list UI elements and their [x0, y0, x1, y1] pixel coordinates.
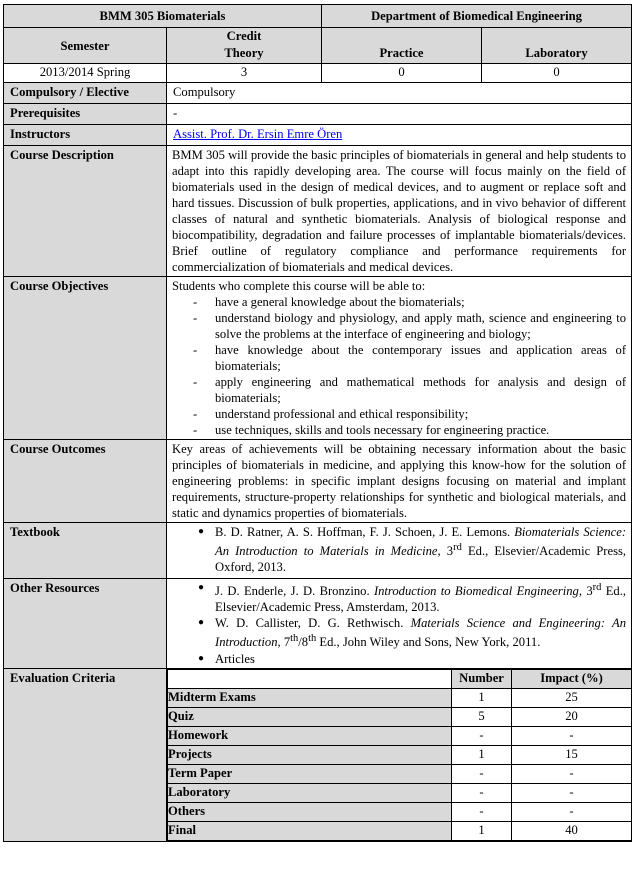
textbook-list: [172, 524, 626, 575]
evaluation-row-item: [168, 688, 632, 707]
objectives-intro: Students who complete this course will be able to:: [172, 279, 426, 293]
bullet-icon: ●: [198, 582, 205, 594]
compulsory-row: [4, 83, 632, 104]
prerequisites-label: Prerequisites: [4, 104, 167, 125]
resources-row: [4, 579, 632, 668]
laboratory-label: Laboratory: [482, 45, 632, 64]
outcomes-row: [4, 440, 632, 523]
semester-value: 2013/2014 Spring: [4, 64, 167, 83]
evaluation-row-item: [168, 821, 632, 840]
objectives-label: Course Objectives: [4, 277, 167, 440]
instructors-value: [167, 125, 632, 146]
resource-item: ● W. D. Callister, D. G. Rethwisch. Materials Science and Engineering: An Introduction, 7th/8th Ed., John Wiley and Sons, New York, 2011.: [198, 616, 627, 650]
evaluation-row-item: [168, 802, 632, 821]
credit-label: Credit: [167, 28, 322, 46]
criteria-name: Midterm Exams: [168, 688, 452, 707]
header-row: [4, 5, 632, 28]
criteria-impact: 15: [512, 745, 632, 764]
evaluation-content: [167, 668, 632, 841]
objective-item: - apply engineering and mathematical methods for analysis and design of biomaterials;: [193, 375, 627, 405]
criteria-name: Laboratory: [168, 783, 452, 802]
objectives-content: [167, 277, 632, 440]
evaluation-row-item: [168, 707, 632, 726]
criteria-number: 1: [452, 821, 512, 840]
bullet-icon: ●: [198, 617, 205, 629]
prerequisites-row: [4, 104, 632, 125]
outcomes-label: Course Outcomes: [4, 440, 167, 523]
criteria-number: -: [452, 783, 512, 802]
bullet-icon: ●: [198, 526, 205, 537]
evaluation-row-item: [168, 745, 632, 764]
course-title: BMM 305 Biomaterials: [4, 5, 322, 28]
objective-item: - understand biology and physiology, and apply math, science and engineering to solve the problems at the interface of engineering and biology;: [193, 311, 627, 341]
bullet-icon: ●: [198, 652, 205, 664]
semester-value-row: [4, 64, 632, 83]
resources-list: [172, 580, 626, 666]
criteria-name: Others: [168, 802, 452, 821]
description-row: [4, 146, 632, 277]
instructor-link[interactable]: Assist. Prof. Dr. Ersin Emre Ören: [173, 127, 343, 141]
criteria-name: Final: [168, 821, 452, 840]
criteria-number: -: [452, 802, 512, 821]
instructors-label: Instructors: [4, 125, 167, 146]
semester-label: Semester: [4, 28, 167, 64]
laboratory-value: 0: [482, 64, 632, 83]
textbook-label: Textbook: [4, 523, 167, 579]
credit-blank-laboratory: [482, 28, 632, 46]
criteria-number: 1: [452, 688, 512, 707]
practice-label: Practice: [322, 45, 482, 64]
criteria-name: Homework: [168, 726, 452, 745]
resource-item: ● J. D. Enderle, J. D. Bronzino. Introduction to Biomedical Engineering, 3rd Ed., Elsevier/Academic Press, Amsterdam, 2013.: [198, 582, 627, 615]
credit-label-row: [4, 28, 632, 46]
evaluation-row-item: [168, 764, 632, 783]
criteria-impact: 40: [512, 821, 632, 840]
textbook-item: ● B. D. Ratner, A. S. Hoffman, F. J. Schoen, J. E. Lemons. Biomaterials Science: An Introduction to Materials in Medicine, 3rd Ed., Elsevier/Academic Press, Oxford, 2013.: [198, 525, 627, 575]
evaluation-row-item: [168, 783, 632, 802]
department-title: Department of Biomedical Engineering: [322, 5, 632, 28]
course-syllabus-table: [3, 4, 632, 842]
textbook-content: [167, 523, 632, 579]
practice-value: 0: [322, 64, 482, 83]
evaluation-row: [4, 668, 632, 841]
objectives-row: [4, 277, 632, 440]
evaluation-header-row: [168, 669, 632, 688]
prerequisites-value: -: [167, 104, 632, 125]
instructors-row: [4, 125, 632, 146]
criteria-impact: 20: [512, 707, 632, 726]
criteria-number: -: [452, 726, 512, 745]
objective-item: - understand professional and ethical responsibility;: [193, 407, 469, 421]
credit-blank-practice: [322, 28, 482, 46]
criteria-name: Quiz: [168, 707, 452, 726]
resource-item: ● Articles: [198, 651, 255, 666]
textbook-row: [4, 523, 632, 579]
resources-content: [167, 579, 632, 668]
criteria-name: Term Paper: [168, 764, 452, 783]
objectives-list: [172, 294, 626, 438]
description-text: BMM 305 will provide the basic principles of biomaterials in general and help students to adapt into this rapidly developing area. The course will focus mainly on the field of biomaterials used in the design of medical devices, and to augment or replace soft and hard tissues. Discussion of bulk properties, applications, and in vivo behavior of different classes of natural and synthetic biomaterials. Analysis of biological response and biocompatibility, degradation and failure processes of implantable biomaterials/devices. Brief outline of regulatory compliance and performance requirements for commercialization of biomaterials and medical devices.: [167, 146, 632, 277]
criteria-impact: -: [512, 783, 632, 802]
objective-item: - have knowledge about the contemporary issues and application areas of biomaterials;: [193, 343, 627, 373]
resources-label: Other Resources: [4, 579, 167, 668]
evaluation-label: Evaluation Criteria: [4, 668, 167, 841]
impact-header: Impact (%): [512, 669, 632, 688]
theory-label: Theory: [167, 45, 322, 64]
criteria-impact: -: [512, 726, 632, 745]
description-label: Course Description: [4, 146, 167, 277]
criteria-number: -: [452, 764, 512, 783]
objective-item: - use techniques, skills and tools necessary for engineering practice.: [193, 423, 550, 437]
evaluation-row-item: [168, 726, 632, 745]
evaluation-header-blank: [168, 669, 452, 688]
criteria-number: 5: [452, 707, 512, 726]
criteria-name: Projects: [168, 745, 452, 764]
criteria-impact: 25: [512, 688, 632, 707]
outcomes-text: Key areas of achievements will be obtaining necessary information about the basic principles of biomaterials in medicine, and applying this know-how for the solution of engineering problems: in specific implant designs focusing on material and implant requirements, structure-property relationships for synthetic and biological materials, and static and dynamics properties of biomaterials.: [167, 440, 632, 523]
criteria-number: 1: [452, 745, 512, 764]
evaluation-table: [167, 669, 632, 841]
criteria-impact: -: [512, 764, 632, 783]
compulsory-label: Compulsory / Elective: [4, 83, 167, 104]
number-header: Number: [452, 669, 512, 688]
objective-item: - have a general knowledge about the biomaterials;: [193, 295, 465, 309]
theory-value: 3: [167, 64, 322, 83]
criteria-impact: -: [512, 802, 632, 821]
compulsory-value: Compulsory: [167, 83, 632, 104]
